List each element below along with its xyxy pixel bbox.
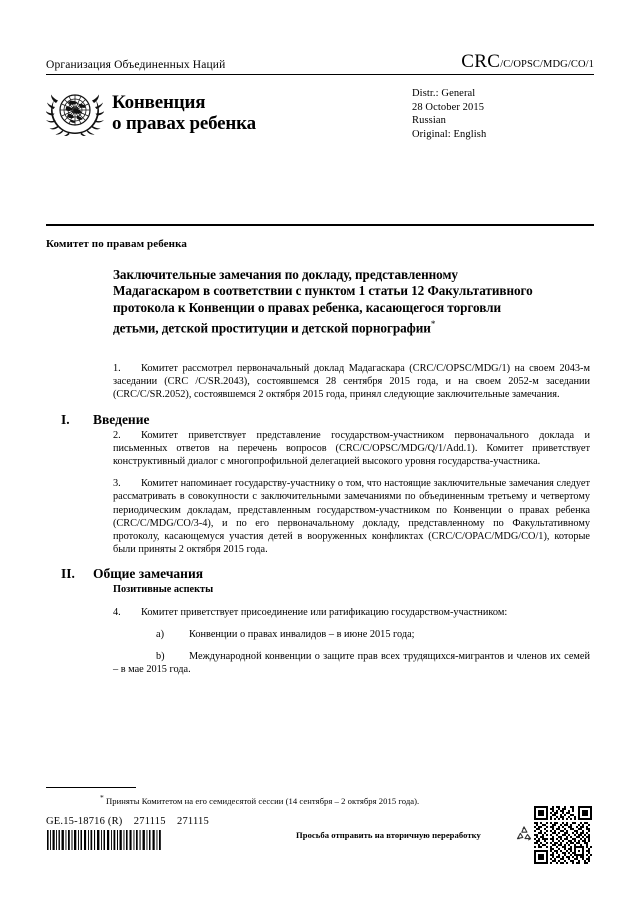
paragraph-4	[46, 606, 594, 619]
list-item-a-text: Конвенции о правах инвалидов – в июне 2015 года;	[189, 628, 415, 640]
page-title	[113, 267, 543, 337]
page-title-text: Заключительные замечания по докладу, представленному Мадагаскаром в соответствии с пунктом 1 статьи 12 Факультативного протокола к Конвенции о правах ребенка, касающегося торговли детьми, детской проституции и детской порнографии	[113, 267, 533, 336]
subsection-positive-aspects: Позитивные аспекты	[113, 584, 214, 596]
paragraph-2-text: Комитет приветствует представление государством-участником первоначального доклада и письменных ответов на перечень вопросов (CRC/C/OPSC/MDG/Q/1/Add.1). Комитет приветствует конструктивный диалог с многопрофильной делегацией высокого уровня государства-участника.	[113, 429, 590, 468]
paragraph-3-number: 3.	[113, 478, 121, 490]
section-heading-general-observations	[46, 565, 594, 583]
list-item-b	[46, 650, 594, 676]
convention-title-line1: Конвенция	[112, 91, 206, 113]
paragraph-3	[46, 477, 594, 556]
footnote-separator	[46, 787, 136, 788]
paragraph-1-text: Комитет рассмотрел первоначальный доклад Мадагаскара (CRC/C/OPSC/MDG/1) на своем 2043-м заседании (CRC /C/SR.2043), состоявшемся 28 сентября 2015 года, и на своем 2052-м заседании (CRC/C/SR.2052), состоявшемся 2 октября 2015 года, принял следующие заключительные замечания.	[113, 363, 590, 401]
header-main-row	[46, 84, 594, 141]
header-top-row	[46, 52, 594, 72]
document-symbol	[461, 51, 594, 72]
un-emblem-icon	[46, 89, 104, 136]
list-item-a-label: a)	[156, 628, 164, 640]
paragraph-2	[46, 429, 594, 469]
distribution-block	[412, 84, 486, 141]
committee-name: Комитет по правам ребенка	[46, 238, 187, 250]
ge-number: GE.15-18716 (R) 271115 271115	[46, 816, 209, 827]
section-1-numeral: I.	[61, 411, 70, 427]
distr-line-language: Russian	[412, 115, 446, 127]
document-footer	[46, 816, 594, 876]
paragraph-4-text: Комитет приветствует присоединение или ратификацию государством-участником:	[141, 606, 508, 618]
barcode	[46, 830, 164, 850]
footnote	[100, 792, 520, 807]
document-symbol-rest: /C/OPSC/MDG/CO/1	[500, 59, 594, 70]
list-item-b-text: Международной конвенции о защите прав всех трудящихся-мигрантов и членов их семей – в мае 2015 года.	[113, 651, 590, 676]
distr-line-general: Distr.: General	[412, 88, 476, 99]
paragraph-3-text: Комитет напоминает государству-участнику о том, что настоящие заключительные замечания следует рассматривать в совокупности с заключительными замечаниями по объединенным третьему и четвертому периодическим докладам, представленным государством-участником по Конвенции о правах ребенка (CRC/C/MDG/CO/3-4), и по его первоначальному докладу, представленному по Факультативному протоколу, касающемуся участия детей в вооруженных конфликтах (CRC/C/OPAC/MDG/CO/1), которые были приняты 2 октября 2015 года.	[113, 478, 590, 556]
convention-title	[112, 92, 256, 134]
paragraph-1-number: 1.	[113, 363, 121, 374]
distr-line-original: Original: English	[412, 128, 487, 140]
section-2-title: Общие замечания	[93, 566, 204, 582]
document-header	[46, 52, 594, 141]
title-footnote-marker: *	[430, 319, 436, 330]
header-top-rule	[46, 74, 594, 75]
document-symbol-main: CRC	[461, 51, 501, 72]
qr-code	[534, 806, 592, 864]
section-2-numeral: II.	[61, 566, 75, 582]
section-1-title: Введение	[93, 411, 150, 427]
distr-line-date: 28 October 2015	[412, 101, 485, 113]
paragraph-4-number: 4.	[113, 606, 121, 618]
section-heading-introduction	[46, 411, 594, 429]
recycle-icon	[514, 824, 534, 844]
document-content	[46, 362, 594, 685]
recycle-notice: Просьба отправить на вторичную переработку	[296, 830, 481, 840]
header-bottom-rule	[46, 224, 594, 226]
paragraph-1	[46, 362, 594, 402]
organization-name: Организация Объединенных Наций	[46, 59, 226, 71]
convention-title-line2: о правах ребенка	[112, 112, 256, 134]
paragraph-2-number: 2.	[113, 429, 121, 441]
footnote-text: Приняты Комитетом на его семидесятой сессии (14 сентября – 2 октября 2015 года).	[106, 795, 420, 806]
emblem-and-title	[46, 84, 386, 141]
list-item-a	[46, 628, 594, 641]
footnote-marker: *	[100, 793, 104, 802]
list-item-b-label: b)	[156, 651, 165, 663]
